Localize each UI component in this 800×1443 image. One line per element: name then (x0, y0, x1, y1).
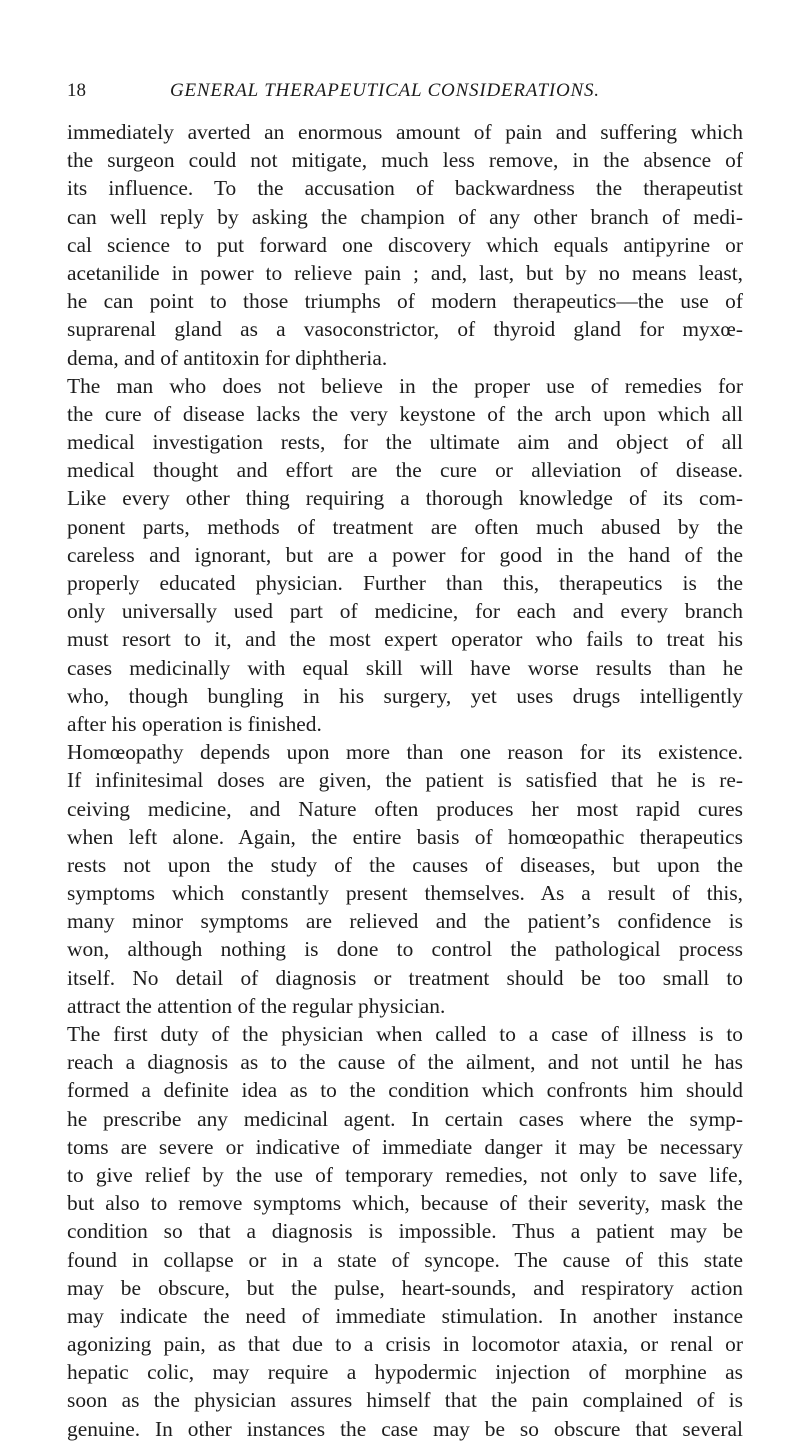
text-line: condition so that a diagnosis is impossible. Thus a patient may be (67, 1219, 743, 1244)
text-line: may indicate the need of immediate stimulation. In another instance (67, 1303, 743, 1328)
text-line: toms are severe or indicative of immediate danger it may be necessary (67, 1134, 743, 1159)
text-line: Homœopathy depends upon more than one reason for its existence. (67, 740, 743, 765)
text-line: acetanilide in power to relieve pain ; and, last, but by no means least, (67, 260, 743, 285)
text-line: hepatic colic, may require a hypodermic injection of morphine as (67, 1360, 743, 1385)
text-line: formed a definite idea as to the condition which confronts him should (67, 1078, 743, 1103)
text-line: If infinitesimal doses are given, the patient is satisfied that he is re- (67, 768, 743, 793)
text-line: found in collapse or in a state of syncope. The cause of this state (67, 1247, 743, 1272)
text-line: cal science to put forward one discovery which equals antipyrine or (67, 232, 743, 257)
text-line: to give relief by the use of temporary remedies, not only to save life, (67, 1162, 743, 1187)
text-line: The first duty of the physician when called to a case of illness is to (67, 1022, 743, 1046)
text-line: ponent parts, methods of treatment are often much abused by the (67, 514, 743, 539)
running-head (67, 80, 663, 106)
text-line: Like every other thing requiring a thorough knowledge of its com- (67, 486, 743, 511)
text-line: reach a diagnosis as to the cause of the ailment, and not until he has (67, 1050, 743, 1075)
text-line: careless and ignorant, but are a power for good in the hand of the (67, 542, 743, 567)
text-line: its influence. To the accusation of backwardness the therapeutist (67, 176, 743, 201)
text-line: he can point to those triumphs of modern therapeutics—the use of (67, 289, 743, 314)
text-line: medical thought and effort are the cure or alleviation of disease. (67, 458, 743, 483)
text-line: after his operation is finished. (67, 711, 322, 736)
text-line: genuine. In other instances the case may be so obscure that several (67, 1416, 743, 1441)
text-line: many minor symptoms are relieved and the patient’s confidence is (67, 909, 743, 934)
text-line: the cure of disease lacks the very keystone of the arch upon which all (67, 401, 743, 426)
text-line: when left alone. Again, the entire basis of homœopathic therapeutics (67, 824, 743, 849)
text-line: immediately averted an enormous amount of pain and suffering which (67, 120, 743, 144)
text-line: won, although nothing is done to control the pathological process (67, 937, 743, 962)
body-text (67, 118, 743, 1443)
text-line: suprarenal gland as a vasoconstrictor, of thyroid gland for myxœ- (67, 317, 743, 342)
text-line: cases medicinally with equal skill will have worse results than he (67, 655, 743, 680)
text-line: soon as the physician assures himself that the pain complained of is (67, 1388, 743, 1413)
text-line: only universally used part of medicine, for each and every branch (67, 599, 743, 624)
text-line: but also to remove symptoms which, because of their severity, mask the (67, 1191, 743, 1216)
text-line: attract the attention of the regular physician. (67, 993, 446, 1018)
page-number: 18 (67, 80, 86, 101)
text-line: agonizing pain, as that due to a crisis in locomotor ataxia, or renal or (67, 1332, 743, 1357)
text-line: can well reply by asking the champion of any other branch of medi- (67, 204, 743, 229)
text-line: medical investigation rests, for the ultimate aim and object of all (67, 430, 743, 455)
running-title: GENERAL THERAPEUTICAL CONSIDERATIONS. (170, 80, 600, 101)
text-line: may be obscure, but the pulse, heart-sounds, and respiratory action (67, 1275, 743, 1300)
text-line: must resort to it, and the most expert operator who fails to treat his (67, 627, 743, 652)
text-line: he prescribe any medicinal agent. In certain cases where the symp- (67, 1106, 743, 1131)
text-line: properly educated physician. Further than this, therapeutics is the (67, 571, 743, 595)
text-line: The man who does not believe in the proper use of remedies for (67, 373, 743, 398)
text-line: the surgeon could not mitigate, much less remove, in the absence of (67, 148, 743, 173)
text-line: ceiving medicine, and Nature often produces her most rapid cures (67, 796, 743, 821)
text-line: who, though bungling in his surgery, yet uses drugs intelligently (67, 683, 743, 708)
text-line: itself. No detail of diagnosis or treatment should be too small to (67, 965, 743, 990)
text-line: rests not upon the study of the causes of diseases, but upon the (67, 852, 743, 877)
text-line: dema, and of antitoxin for diphtheria. (67, 345, 388, 370)
text-line: symptoms which constantly present themselves. As a result of this, (67, 881, 743, 906)
